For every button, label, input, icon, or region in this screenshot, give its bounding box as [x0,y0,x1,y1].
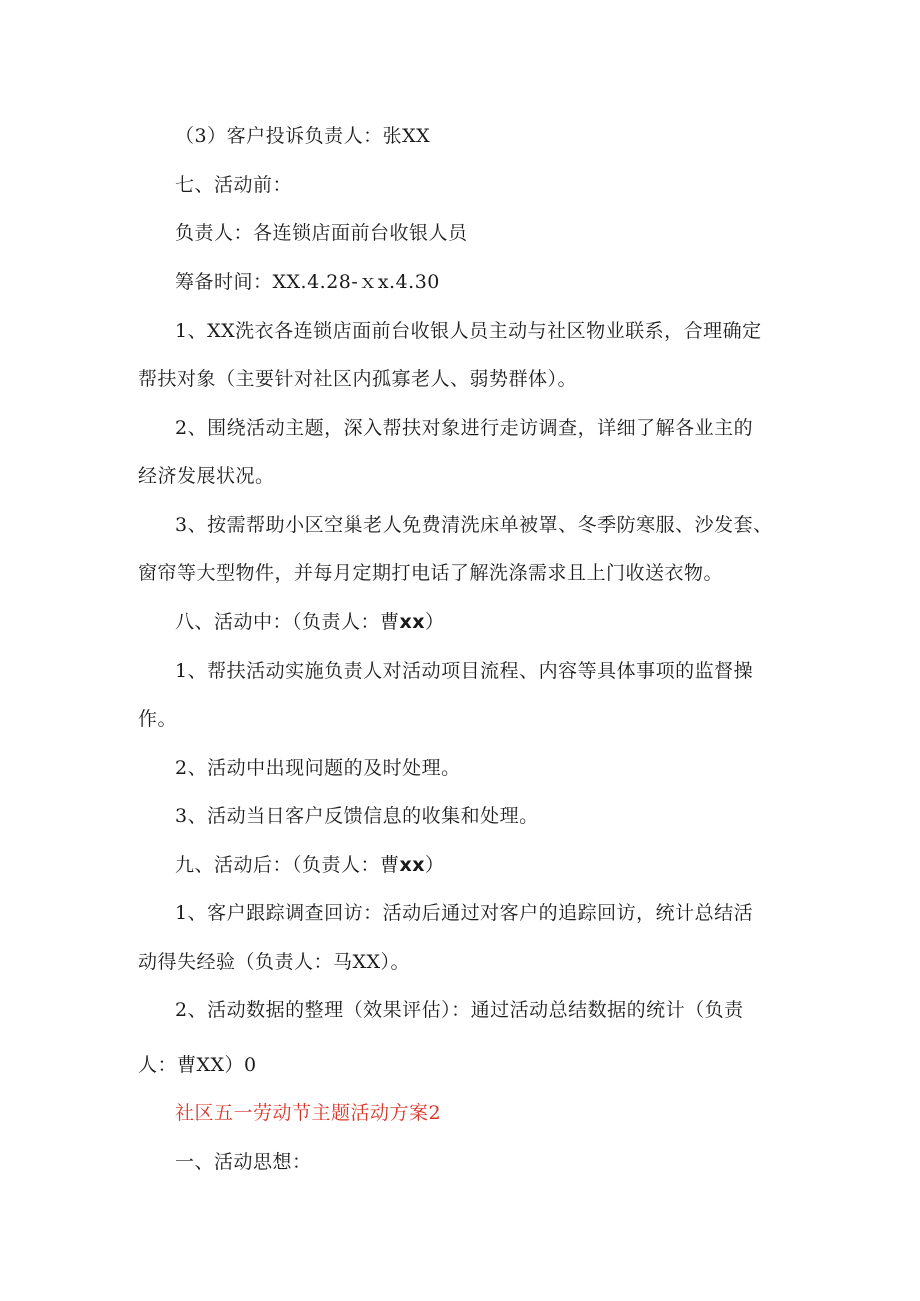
section-8-item-2: 2、活动中出现问题的及时处理。 [175,757,461,779]
section-8-item-1-line-1: 1、帮扶活动实施负责人对活动项目流程、内容等具体事项的监督操 [175,660,754,682]
section-9-item-2-line-2: 人：曹XX）0 [138,1054,257,1076]
plan-2-section-1-heading: 一、活动思想： [175,1151,312,1173]
section-8-manager-name: xx [399,611,426,633]
section-8-heading [175,610,445,634]
section-7-item-3-line-2: 窗帘等大型物件，并每月定期打电话了解洗涤需求且上门收送衣物。 [138,562,724,584]
section-8-item-3: 3、活动当日客户反馈信息的收集和处理。 [175,805,539,827]
section-7-heading: 七、活动前： [175,174,293,196]
section-7-item-1-line-1: 1、XX洗衣各连锁店面前台收银人员主动与社区物业联系，合理确定 [175,320,762,342]
section-9-item-2-line-1: 2、活动数据的整理（效果评估）：通过活动总结数据的统计（负责 [175,999,744,1021]
section-9-label: 九、活动后：（负责人：曹 [175,854,400,876]
section-9-close: ） [425,854,445,876]
section-8-label: 八、活动中：（负责人：曹 [175,611,400,633]
section-7-item-1-line-2: 帮扶对象（主要针对社区内孤寡老人、弱势群体）。 [138,368,578,390]
complaint-manager-line: （3）客户投诉负责人：张XX [175,125,431,147]
section-7-manager: 负责人：各连锁店面前台收银人员 [175,222,468,244]
section-9-item-1-line-2: 动得失经验（负责人：马XX）。 [138,951,411,973]
section-8-close: ） [425,611,445,633]
section-7-item-2-line-1: 2、围绕活动主题，深入帮扶对象进行走访调查，详细了解各业主的 [175,417,754,439]
plan-2-title: 社区五一劳动节主题活动方案2 [175,1102,442,1124]
section-8-item-1-line-2: 作。 [138,708,178,730]
section-7-item-3-line-1: 3、按需帮助小区空巢老人免费清洗床单被罩、冬季防寒服、沙发套、 [175,514,773,536]
section-7-item-2-line-2: 经济发展状况。 [138,465,275,487]
section-9-heading [175,853,445,877]
section-7-prep-time: 筹备时间：XX.4.28-ｘx.4.30 [175,271,440,293]
section-9-item-1-line-1: 1、客户跟踪调查回访：活动后通过对客户的追踪回访，统计总结活 [175,902,754,924]
section-9-manager-name: xx [399,854,426,876]
